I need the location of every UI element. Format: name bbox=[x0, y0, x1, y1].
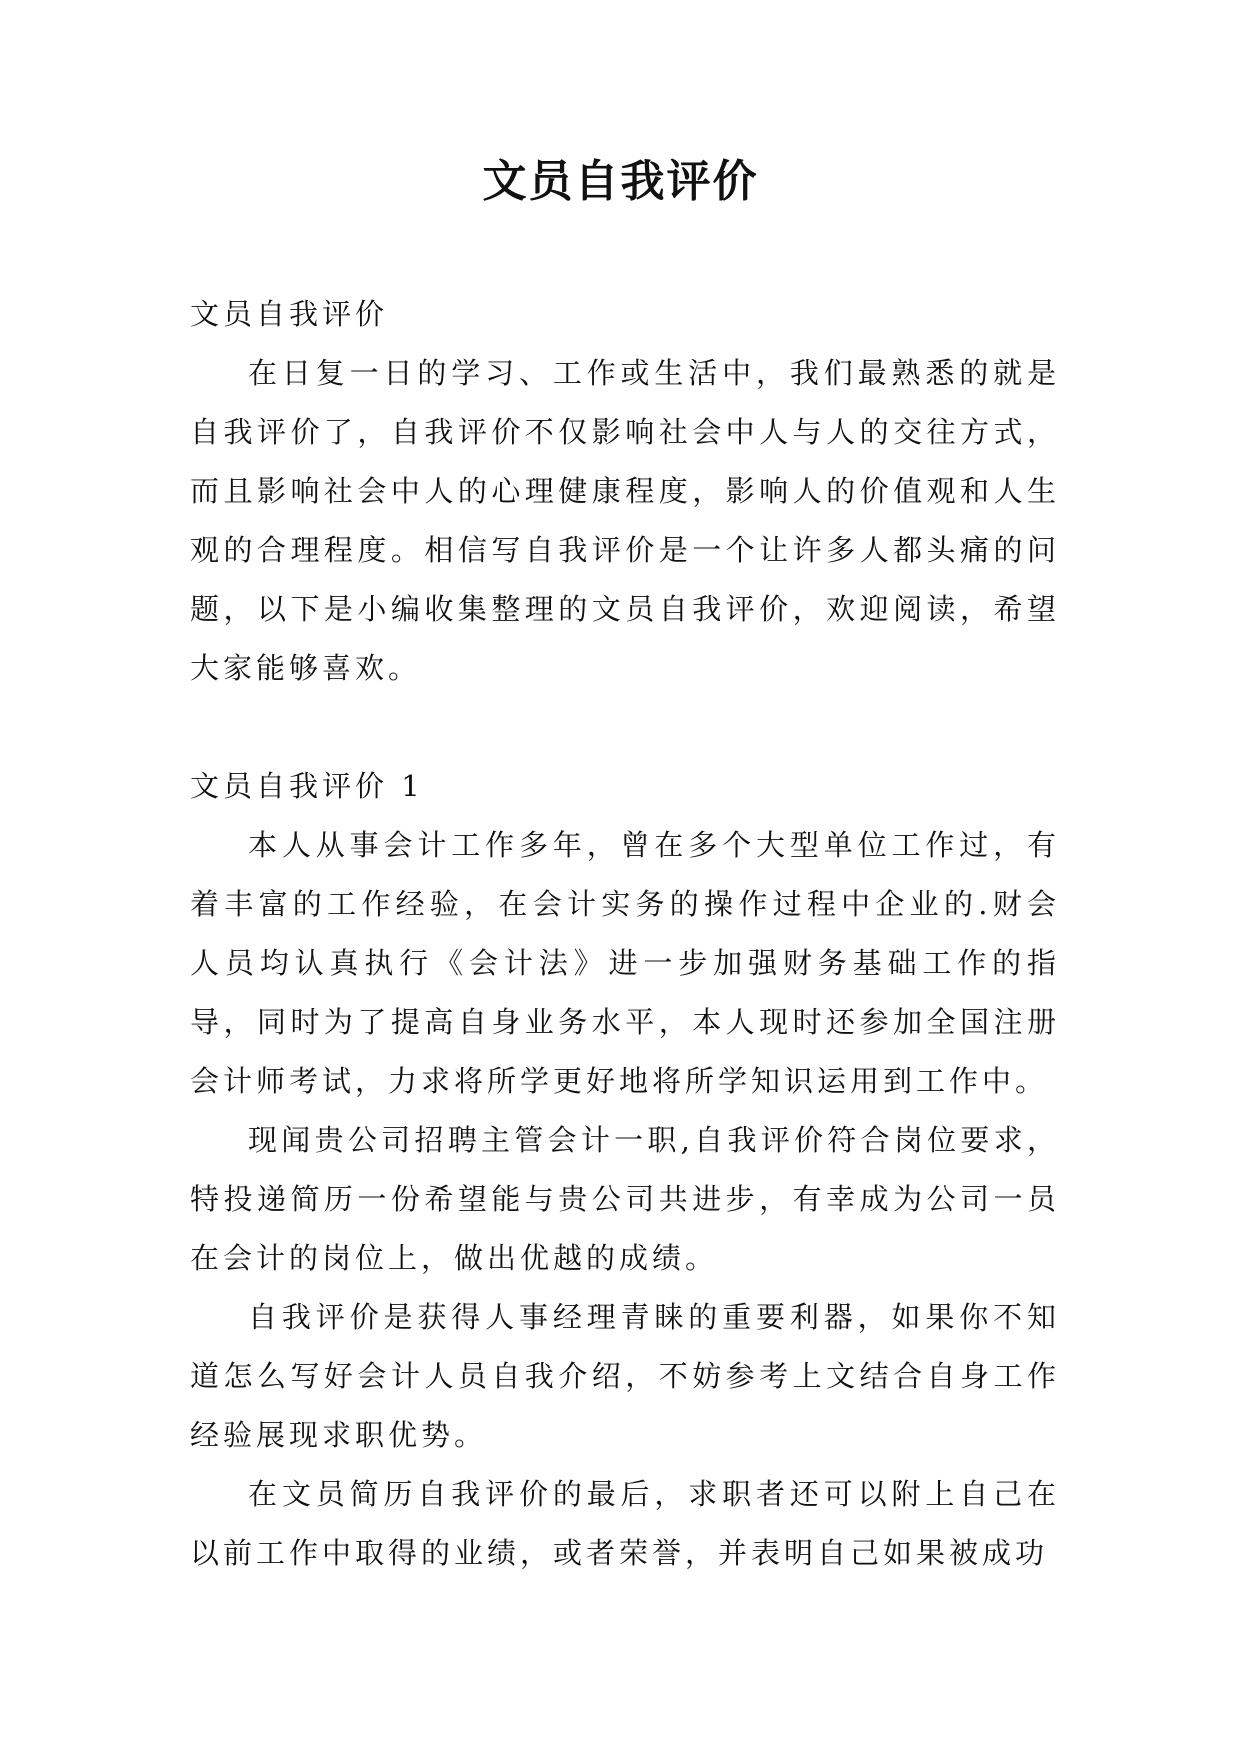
section1-paragraph-3: 自我评价是获得人事经理青睐的重要利器，如果你不知道怎么写好会计人员自我介绍，不妨参考上文结合自身工作经验展现求职优势。 bbox=[190, 1300, 1060, 1452]
intro-heading: 文员自我评价 bbox=[190, 297, 389, 331]
document-title: 文员自我评价 bbox=[482, 156, 759, 207]
section1-heading: 文员自我评价 1 bbox=[190, 769, 424, 803]
section1-paragraph-4: 在文员简历自我评价的最后，求职者还可以附上自己在以前工作中取得的业绩，或者荣誉，并表明自己如果被成功 bbox=[190, 1477, 1060, 1570]
document-body bbox=[190, 285, 1060, 1583]
intro-paragraph: 在日复一日的学习、工作或生活中，我们最熟悉的就是自我评价了，自我评价不仅影响社会中人与人的交往方式，而且影响社会中人的心理健康程度，影响人的价值观和人生观的合理程度。相信写自我评价是一个让许多人都头痛的问题，以下是小编收集整理的文员自我评价，欢迎阅读，希望大家能够喜欢。 bbox=[190, 356, 1060, 685]
section-gap bbox=[190, 698, 1060, 757]
section1-paragraph-2: 现闻贵公司招聘主管会计一职,自我评价符合岗位要求，特投递简历一份希望能与贵公司共进步，有幸成为公司一员在会计的岗位上，做出优越的成绩。 bbox=[190, 1123, 1060, 1275]
section1-paragraph-1: 本人从事会计工作多年，曾在多个大型单位工作过，有着丰富的工作经验，在会计实务的操作过程中企业的.财会人员均认真执行《会计法》进一步加强财务基础工作的指导，同时为了提高自身业务水平，本人现时还参加全国注册会计师考试，力求将所学更好地将所学知识运用到工作中。 bbox=[190, 828, 1060, 1098]
